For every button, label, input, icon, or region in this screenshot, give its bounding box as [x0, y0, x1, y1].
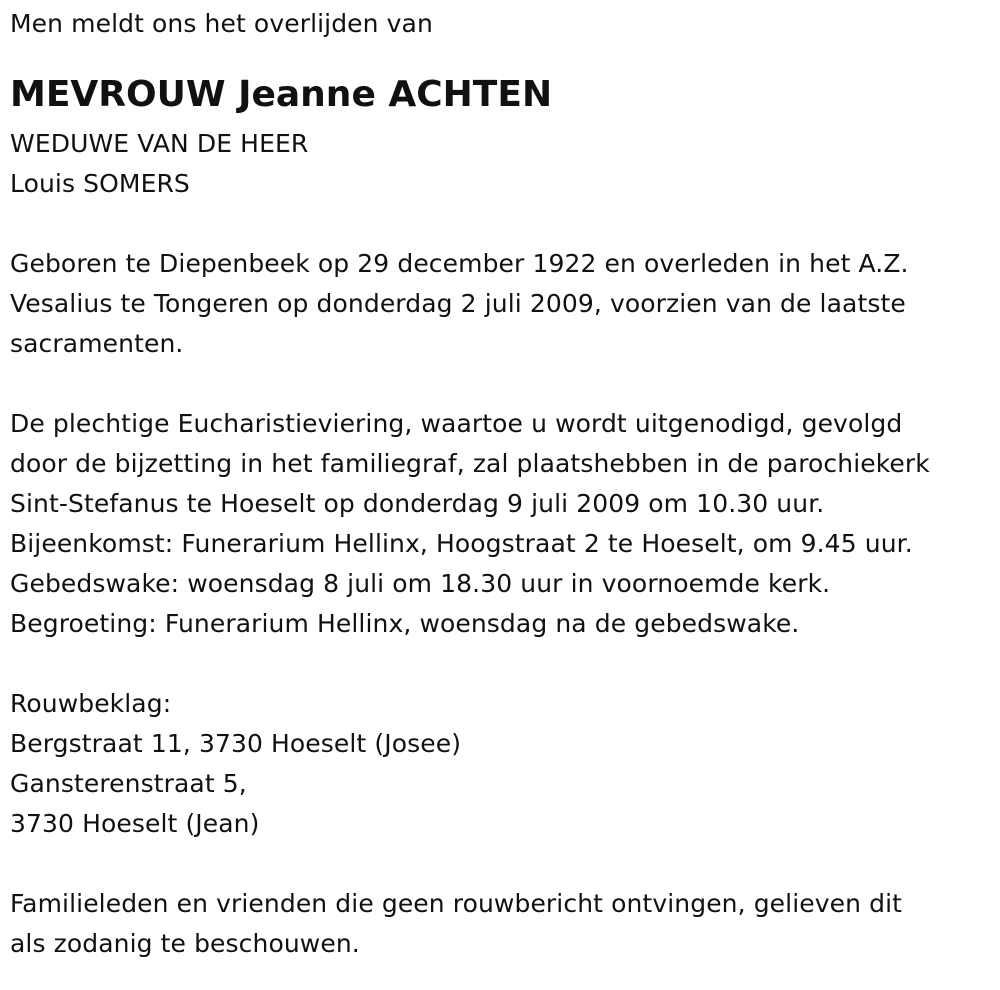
- spacer: [10, 204, 1000, 244]
- birth-paragraph: [10, 244, 1000, 364]
- condolence-line: Rouwbeklag:: [10, 689, 172, 718]
- closing-line: als zodanig te beschouwen.: [10, 929, 360, 958]
- condolence-line: Gansterenstraat 5,: [10, 769, 247, 798]
- closing-line: Familieleden en vrienden die geen rouwbericht ontvingen, gelieven dit: [10, 889, 903, 918]
- condolence-line: 3730 Hoeselt (Jean): [10, 809, 260, 838]
- birth-line: Vesalius te Tongeren op donderdag 2 juli 2009, voorzien van de laatste: [10, 289, 906, 318]
- birth-line: Geboren te Diepenbeek op 29 december 1922 en overleden in het A.Z.: [10, 249, 909, 278]
- ceremony-line: door de bijzetting in het familiegraf, zal plaatshebben in de parochiekerk: [10, 449, 930, 478]
- ceremony-line: De plechtige Eucharistieviering, waartoe u wordt uitgenodigd, gevolgd: [10, 409, 903, 438]
- ceremony-line: Begroeting: Funerarium Hellinx, woensdag na de gebedswake.: [10, 609, 800, 638]
- ceremony-line: Gebedswake: woensdag 8 juli om 18.30 uur in voornoemde kerk.: [10, 569, 831, 598]
- condolence-paragraph: [10, 684, 1000, 844]
- condolence-line: Bergstraat 11, 3730 Hoeselt (Josee): [10, 729, 462, 758]
- spacer: [10, 364, 1000, 404]
- intro-text: Men meldt ons het overlijden van: [10, 9, 433, 38]
- deceased-name: MEVROUW Jeanne ACHTEN: [10, 74, 553, 115]
- ceremony-line: Sint-Stefanus te Hoeselt op donderdag 9 juli 2009 om 10.30 uur.: [10, 489, 825, 518]
- ceremony-paragraph: [10, 404, 1000, 644]
- spacer: [10, 844, 1000, 884]
- closing-paragraph: [10, 884, 1000, 964]
- birth-line: sacramenten.: [10, 329, 184, 358]
- ceremony-line: Bijeenkomst: Funerarium Hellinx, Hoogstraat 2 te Hoeselt, om 9.45 uur.: [10, 529, 913, 558]
- widow-line-1: WEDUWE VAN DE HEER: [10, 129, 309, 158]
- spacer: [10, 644, 1000, 684]
- widow-line-2: Louis SOMERS: [10, 169, 190, 198]
